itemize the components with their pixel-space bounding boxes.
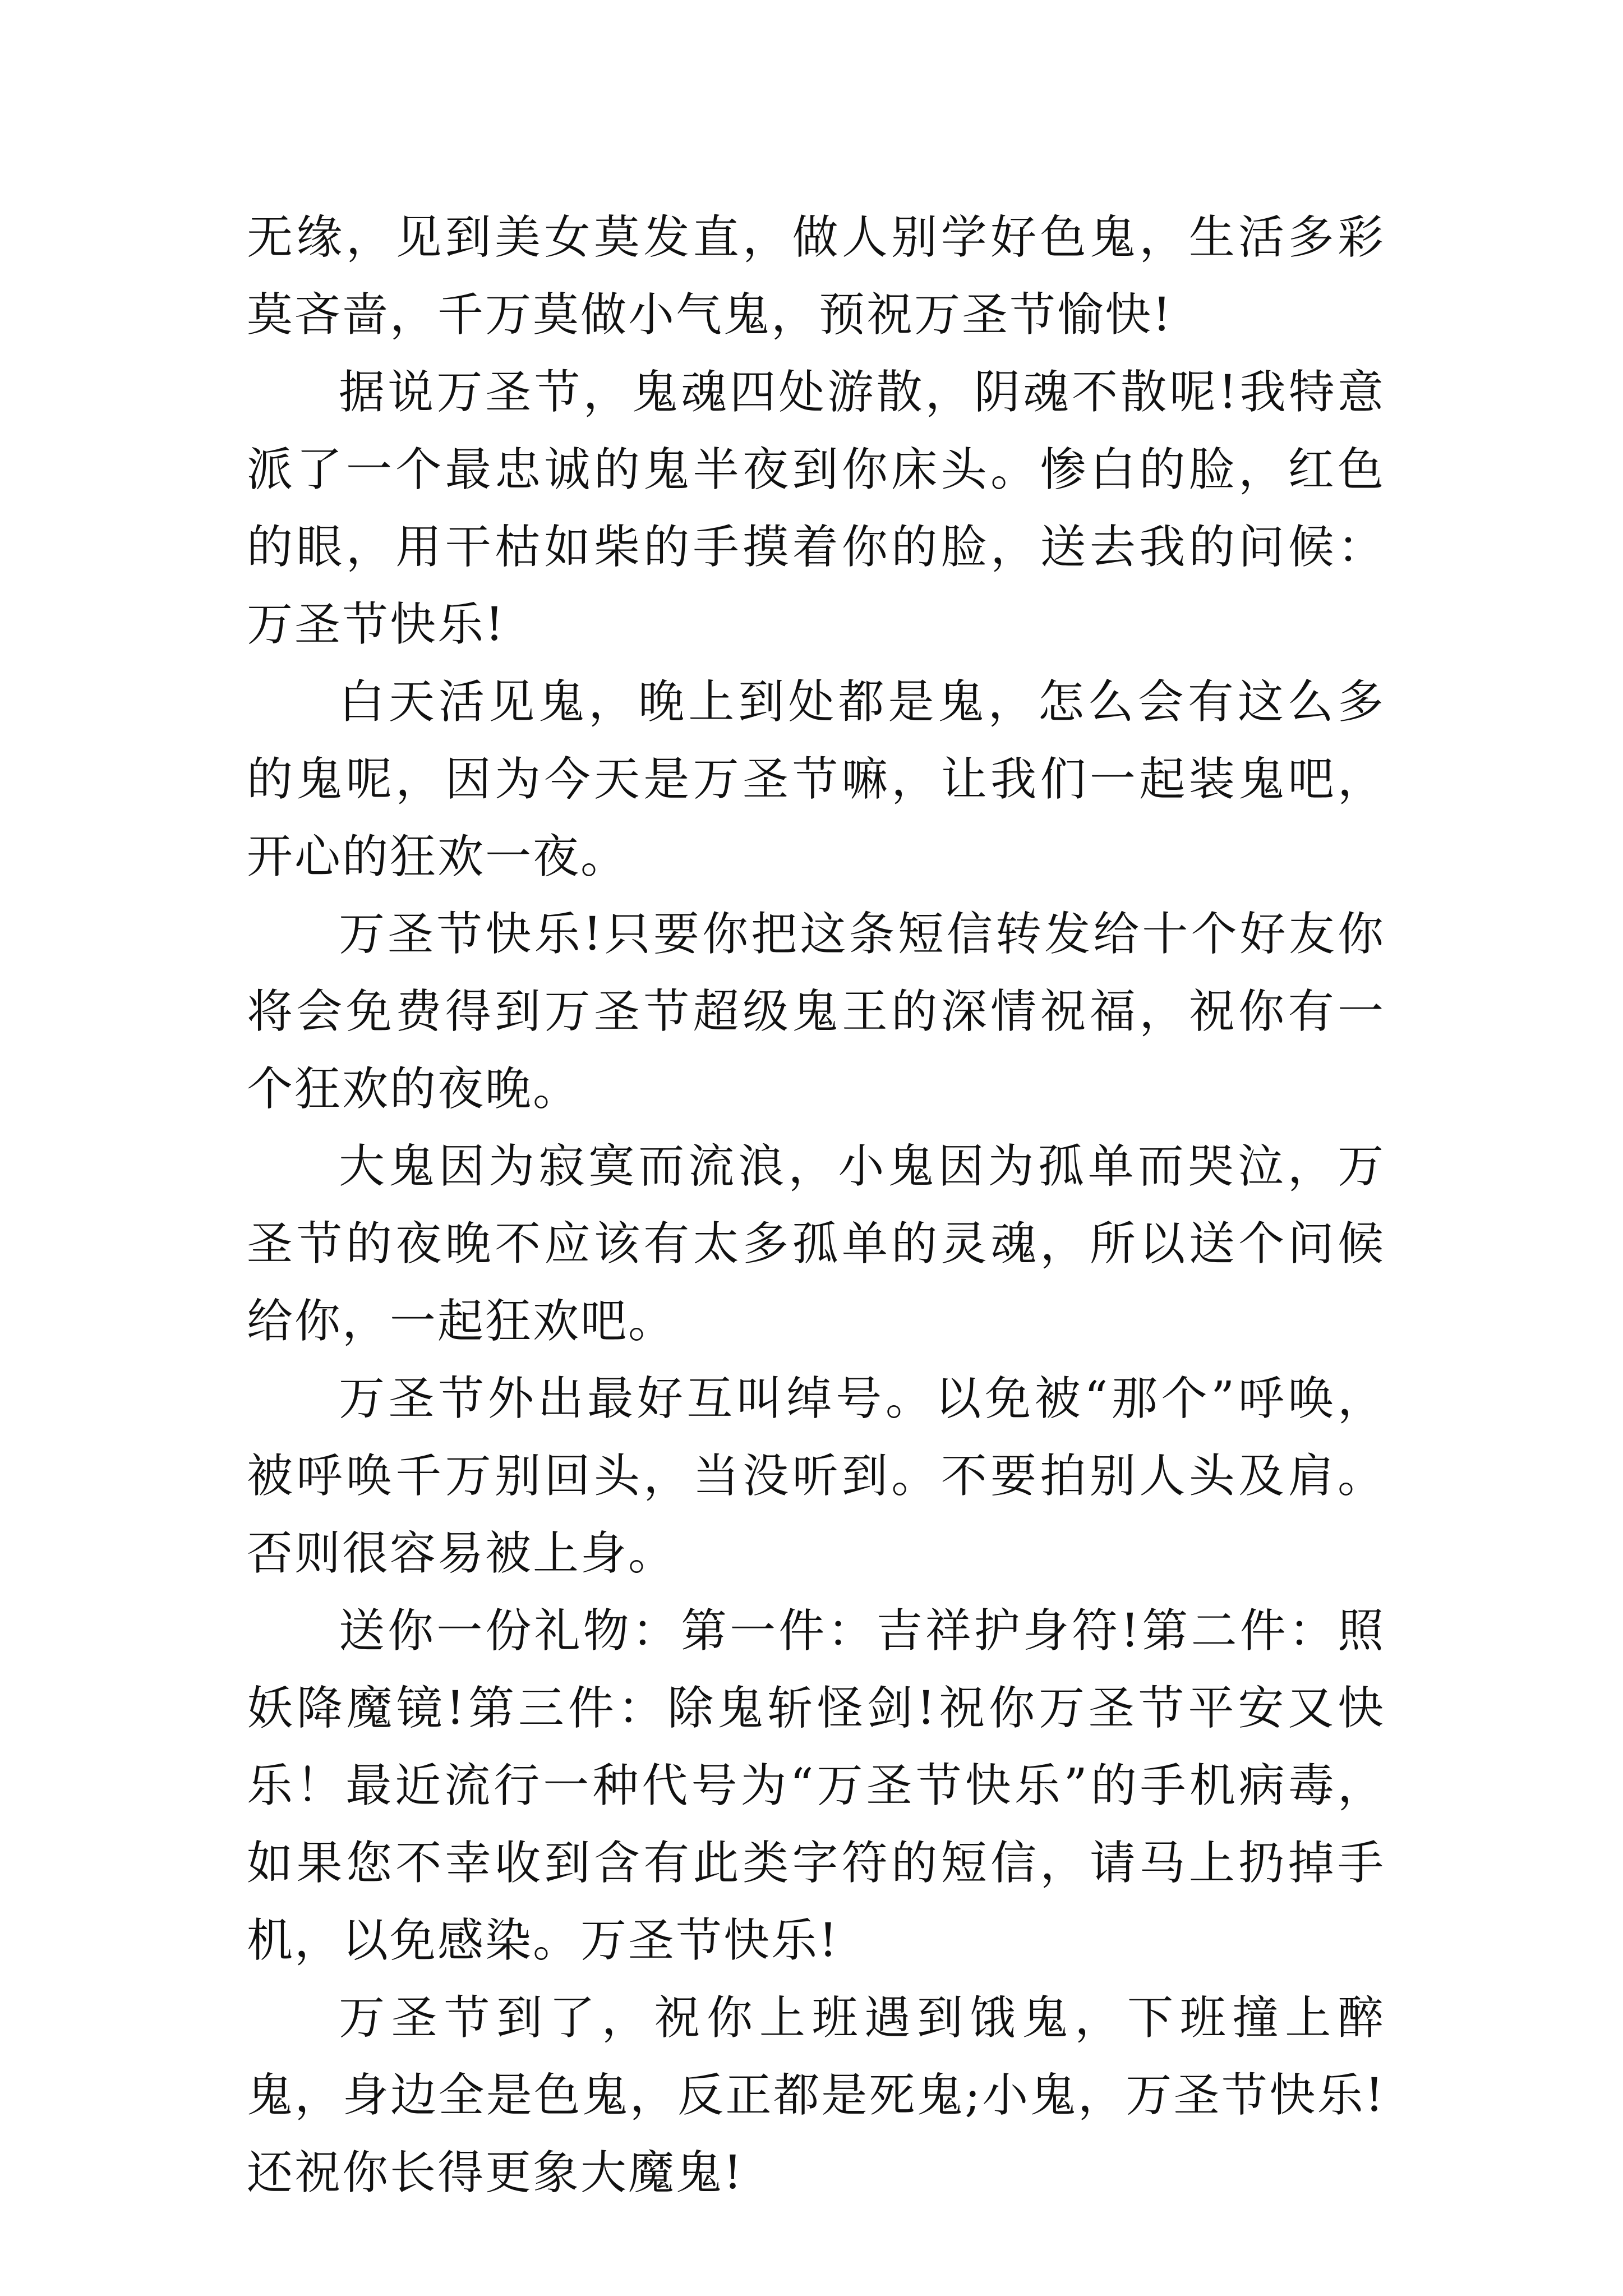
paragraph: 送你一份礼物：第一件：吉祥护身符!第二件：照妖降魔镜!第三件：除鬼斩怪剑!祝你万圣节平安又快乐！最近流行一种代号为“万圣节快乐”的手机病毒，如果您不幸收到含有此类字符的短信，请马上扔掉手机，以免感染。万圣节快乐! [247,1604,1385,1967]
paragraph: 万圣节外出最好互叫绰号。以免被“那个”呼唤，被呼唤千万别回头，当没听到。不要拍别人头及肩。否则很容易被上身。 [247,1372,1385,1580]
document-body [247,199,1385,2212]
paragraph-continuation: 无缘，见到美女莫发直，做人别学好色鬼，生活多彩莫吝啬，千万莫做小气鬼，预祝万圣节愉快! [247,211,1385,342]
paragraph: 大鬼因为寂寞而流浪，小鬼因为孤单而哭泣，万圣节的夜晚不应该有太多孤单的灵魂，所以送个问候给你，一起狂欢吧。 [247,1140,1385,1348]
paragraph: 白天活见鬼，晚上到处都是鬼，怎么会有这么多的鬼呢，因为今天是万圣节嘛，让我们一起装鬼吧，开心的狂欢一夜。 [247,675,1385,884]
paragraph: 万圣节快乐!只要你把这条短信转发给十个好友你将会免费得到万圣节超级鬼王的深情祝福，祝你有一个狂欢的夜晚。 [247,908,1385,1116]
paragraph: 据说万圣节，鬼魂四处游散，阴魂不散呢!我特意派了一个最忠诚的鬼半夜到你床头。惨白的脸，红色的眼，用干枯如柴的手摸着你的脸，送去我的问候：万圣节快乐! [247,366,1385,651]
paragraph: 万圣节到了，祝你上班遇到饿鬼，下班撞上醉鬼，身边全是色鬼，反正都是死鬼;小鬼，万圣节快乐!还祝你长得更象大魔鬼! [247,1991,1385,2200]
